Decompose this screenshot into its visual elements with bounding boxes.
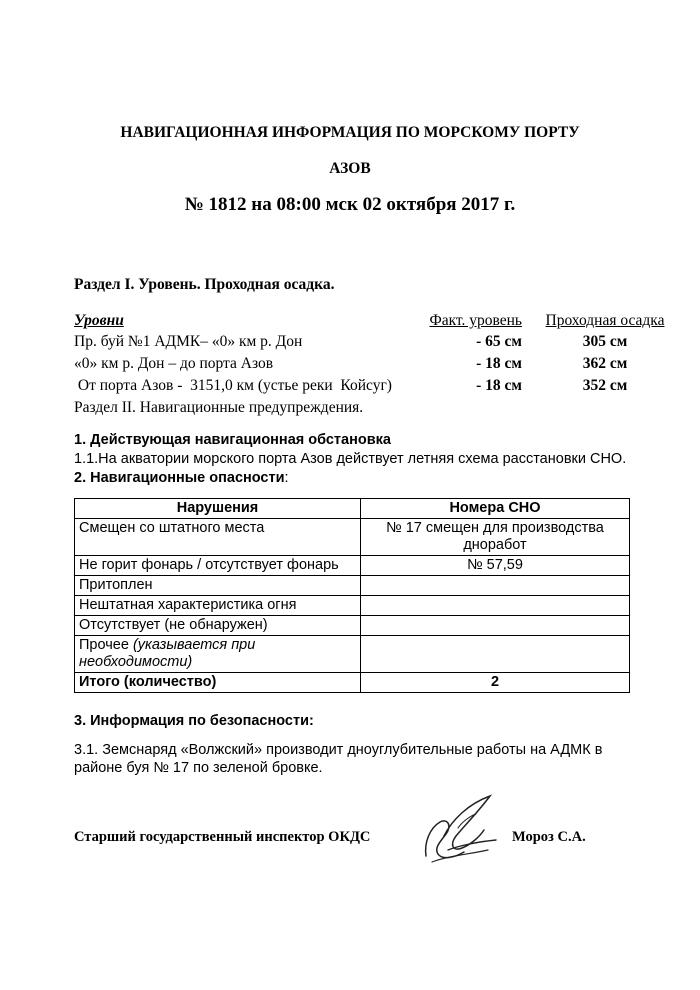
subsection1-text: 1.1.На акватории морского порта Азов действует летняя схема расстановки СНО. (74, 451, 627, 467)
levels-column-header: Уровни (74, 312, 124, 329)
subsection2-heading-line (74, 470, 289, 486)
violation-label: Смещен со штатного места (75, 519, 361, 556)
table-row (75, 576, 630, 596)
hazards-table (74, 498, 630, 693)
issue-line: № 1812 на 08:00 мск 02 октября 2017 г. (184, 194, 516, 215)
sno-value: № 17 смещен для производства дноработ (361, 519, 630, 556)
subsection1-heading: 1. Действующая навигационная обстановка (74, 432, 391, 448)
draft-column-header: Проходная осадка (545, 312, 665, 329)
signatory-position: Старший государственный инспектор ОКДС (74, 829, 371, 845)
fact-level-column-header: Факт. уровень (429, 312, 522, 329)
total-label: Итого (количество) (75, 673, 361, 693)
section2-heading: Раздел II. Навигационные предупреждения. (74, 399, 364, 416)
sno-value (361, 596, 630, 616)
sno-value: № 57,59 (361, 556, 630, 576)
table-row (75, 636, 630, 673)
section1-heading: Раздел I. Уровень. Проходная осадка. (74, 276, 335, 293)
table-row (75, 556, 630, 576)
violation-label: Нештатная характеристика огня (75, 596, 361, 616)
subsection2-heading: 2. Навигационные опасности (74, 470, 285, 486)
sno-value (361, 636, 630, 673)
subsection2-colon: : (284, 470, 289, 486)
section3-heading: 3. Информация по безопасности: (74, 713, 314, 729)
level-row-fact: - 18 см (476, 355, 522, 372)
violation-label (75, 636, 361, 673)
level-row-name: «0» км р. Дон – до порта Азов (74, 355, 274, 372)
title-line-2: АЗОВ (329, 160, 371, 177)
table-row (75, 616, 630, 636)
violation-label: Притоплен (75, 576, 361, 596)
table-header-row (75, 499, 630, 519)
total-value: 2 (361, 673, 630, 693)
sno-value (361, 576, 630, 596)
table-row (75, 519, 630, 556)
handwritten-signature (418, 792, 508, 872)
violation-label: Не горит фонарь / отсутствует фонарь (75, 556, 361, 576)
violations-column-header: Нарушения (75, 499, 361, 519)
level-row-draft: 352 см (582, 377, 628, 394)
signatory-name: Мороз С.А. (512, 829, 586, 845)
section3-text-line1: 3.1. Земснаряд «Волжский» производит дноуглубительные работы на АДМК в (74, 742, 603, 758)
table-row (75, 596, 630, 616)
title-line-1: НАВИГАЦИОННАЯ ИНФОРМАЦИЯ ПО МОРСКОМУ ПОРТУ (120, 124, 580, 141)
sno-value (361, 616, 630, 636)
table-total-row (75, 673, 630, 693)
violation-label: Отсутствует (не обнаружен) (75, 616, 361, 636)
other-note: (указывается при необходимости) (79, 637, 256, 670)
section3-text-line2: районе буя № 17 по зеленой бровке. (74, 760, 323, 776)
level-row-fact: - 18 см (476, 377, 522, 394)
level-row-draft: 362 см (582, 355, 628, 372)
level-row-fact: - 65 см (476, 333, 522, 350)
sno-numbers-column-header: Номера СНО (361, 499, 630, 519)
level-row-name: От порта Азов - 3151,0 км (устье реки Койсуг) (74, 377, 392, 394)
level-row-name: Пр. буй №1 АДМК– «0» км р. Дон (74, 333, 303, 350)
level-row-draft: 305 см (582, 333, 628, 350)
other-label: Прочее (79, 637, 133, 653)
